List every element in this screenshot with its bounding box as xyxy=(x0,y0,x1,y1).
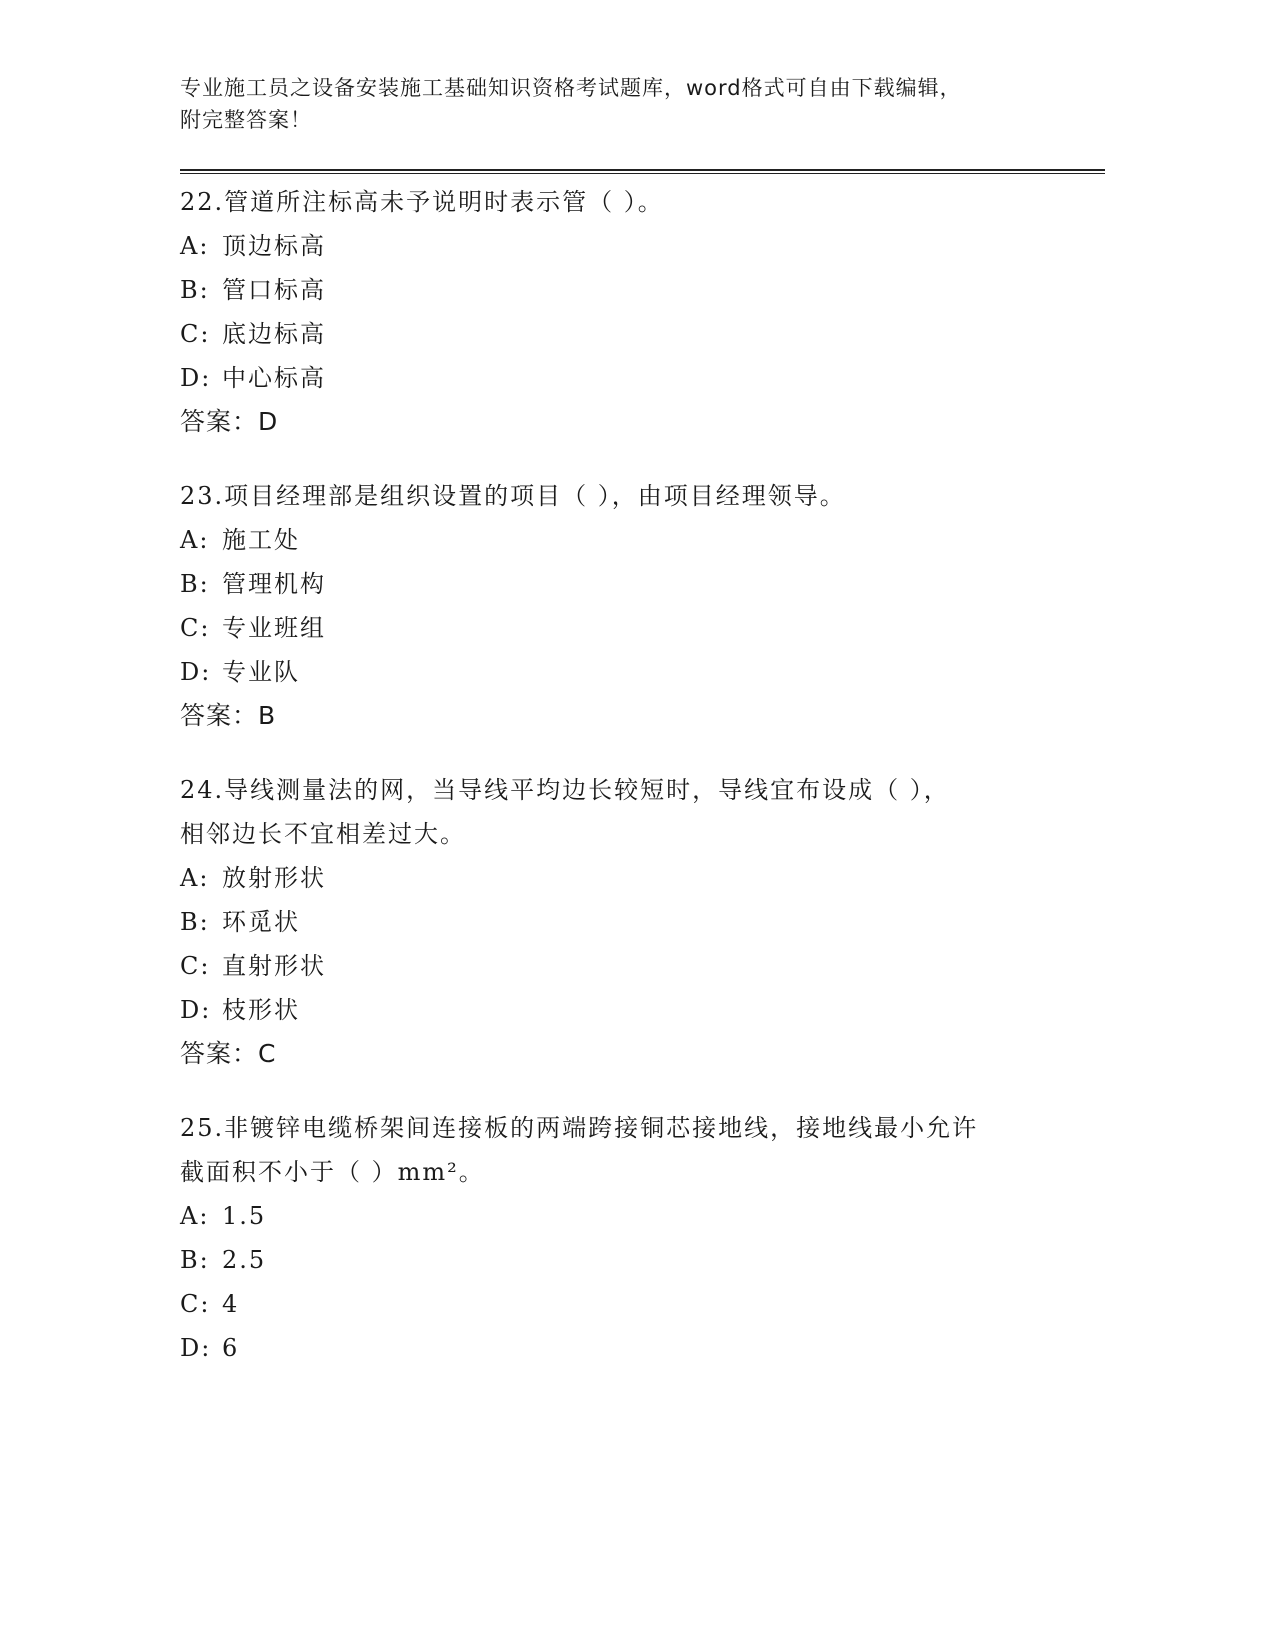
option-text: 放射形状 xyxy=(222,864,326,892)
question-stem: 23.项目经理部是组织设置的项目（ ），由项目经理领导。 xyxy=(180,482,846,510)
document-header xyxy=(180,72,1080,136)
option-text: 底边标高 xyxy=(222,320,326,348)
header-title-line-2: 附完整答案！ xyxy=(180,108,312,132)
option-a xyxy=(180,224,1080,268)
option-letter: C: xyxy=(180,320,211,348)
option-letter: D: xyxy=(180,1334,212,1362)
option-letter: C: xyxy=(180,614,211,642)
question-stem-continuation: 截面积不小于（ ）mm²。 xyxy=(180,1158,485,1186)
option-letter: A: xyxy=(180,864,210,892)
option-d xyxy=(180,650,1080,694)
question-25 xyxy=(180,1106,1080,1370)
option-text: 顶边标高 xyxy=(222,232,326,260)
option-letter: A: xyxy=(180,232,210,260)
answer-line: 答案：D xyxy=(180,407,279,436)
option-b xyxy=(180,268,1080,312)
option-text: 管理机构 xyxy=(222,570,326,598)
question-stem: 25.非镀锌电缆桥架间连接板的两端跨接铜芯接地线，接地线最小允许 xyxy=(180,1114,979,1142)
header-title-line-1: 专业施工员之设备安装施工基础知识资格考试题库，word格式可自由下载编辑， xyxy=(180,76,962,100)
question-23 xyxy=(180,474,1080,738)
option-d xyxy=(180,988,1080,1032)
question-stem: 22.管道所注标高未予说明时表示管（ ）。 xyxy=(180,188,664,216)
option-c xyxy=(180,944,1080,988)
option-text: 专业班组 xyxy=(222,614,326,642)
option-text: 专业队 xyxy=(222,658,300,686)
option-text: 环觅状 xyxy=(222,908,300,936)
option-letter: C: xyxy=(180,1290,211,1318)
option-letter: B: xyxy=(180,570,210,598)
option-d xyxy=(180,1326,1080,1370)
option-letter: B: xyxy=(180,1246,210,1274)
option-letter: D: xyxy=(180,364,212,392)
question-list xyxy=(180,180,1080,1400)
option-text: 施工处 xyxy=(222,526,300,554)
option-c xyxy=(180,312,1080,356)
option-text: 中心标高 xyxy=(222,364,326,392)
answer-line: 答案：C xyxy=(180,1039,277,1068)
option-c xyxy=(180,606,1080,650)
option-a xyxy=(180,856,1080,900)
option-text: 1.5 xyxy=(222,1202,267,1230)
option-d xyxy=(180,356,1080,400)
answer-line: 答案：B xyxy=(180,701,277,730)
option-c xyxy=(180,1282,1080,1326)
option-b xyxy=(180,900,1080,944)
question-stem: 24.导线测量法的网，当导线平均边长较短时，导线宜布设成（ ）， xyxy=(180,776,950,804)
option-letter: B: xyxy=(180,276,210,304)
question-22 xyxy=(180,180,1080,444)
option-text: 4 xyxy=(222,1290,240,1318)
option-text: 枝形状 xyxy=(222,996,300,1024)
option-a xyxy=(180,1194,1080,1238)
option-letter: A: xyxy=(180,1202,210,1230)
option-text: 直射形状 xyxy=(222,952,326,980)
option-a xyxy=(180,518,1080,562)
header-divider xyxy=(180,169,1105,174)
option-text: 6 xyxy=(222,1334,240,1362)
question-stem-continuation: 相邻边长不宜相差过大。 xyxy=(180,820,466,848)
question-24 xyxy=(180,768,1080,1076)
option-letter: D: xyxy=(180,658,212,686)
option-letter: A: xyxy=(180,526,210,554)
option-b xyxy=(180,562,1080,606)
option-letter: B: xyxy=(180,908,210,936)
option-letter: C: xyxy=(180,952,211,980)
option-b xyxy=(180,1238,1080,1282)
option-text: 2.5 xyxy=(222,1246,267,1274)
option-text: 管口标高 xyxy=(222,276,326,304)
option-letter: D: xyxy=(180,996,212,1024)
